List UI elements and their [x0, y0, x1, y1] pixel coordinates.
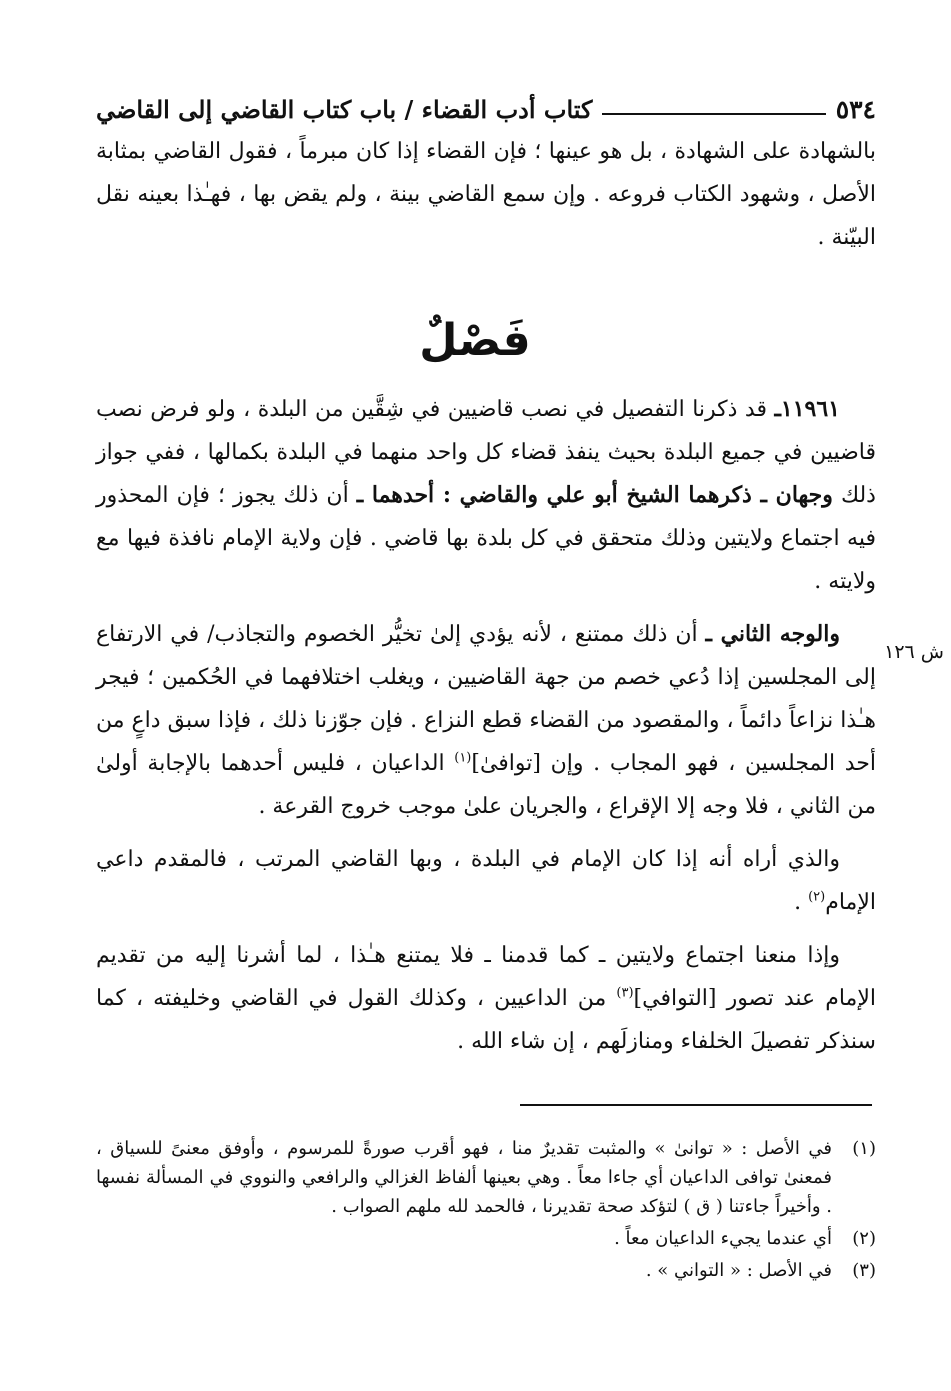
- running-header: [96, 84, 876, 124]
- footnote-ref-2[interactable]: (٢): [808, 889, 826, 905]
- paragraph-bold-text: وجهان ـ ذكرهما الشيخ أبو علي والقاضي : أحدهما ـ: [356, 482, 833, 508]
- paragraph-second-view: [96, 613, 876, 828]
- paragraph-text: من الداعيين ، وكذلك القول في القاضي وخليفته ، كما سنذكر تفصيلَ الخلفاء ومنازلَهم ، إن شاء الله .: [96, 986, 876, 1054]
- intro-paragraph: بالشهادة على الشهادة ، بل هو عينها ؛ فإن القضاء إذا كان مبرماً ، فقول القاضي بمثابة الأصل ، وشهود الكتاب فروعه . وإن سمع القاضي بينة ، ولم يقض بها ، فهـٰذا بعينه نقل البيّنة .: [96, 139, 876, 250]
- paragraph-text: .: [794, 890, 809, 915]
- footnote-number: (٢): [852, 1228, 876, 1249]
- paragraph-text: والذي أراه أنه إذا كان الإمام في البلدة ، وبها القاضي المرتب ، فالمقدم داعي الإمام: [96, 847, 876, 915]
- footnote-number: (١): [852, 1138, 876, 1159]
- manuscript-folio-note: ش ١٢٦: [884, 641, 944, 663]
- footnote-text: أي عندما يجيء الداعيان معاً .: [614, 1228, 832, 1249]
- running-title: كتاب أدب القضاء / باب كتاب القاضي إلى القاضي: [96, 95, 593, 124]
- paragraph-text: أن ذلك ممتنع ، لأنه يؤدي إلىٰ تخيُّر الخصوم والتجاذب/ في الارتفاع إلى المجلسين إذا دُعي خصم من جهة القاضيين ، ويغلب اختلافهما في الحُكمين ؛ فيجر هـٰذا نزاعاً دائماً ، والمقصود من القضاء قطع النزاع . فإن جوّزنا ذلك ، فإذا سبق داعٍ من أحد المجلسين ، فهو المجاب . وإن [توافىٰ]: [96, 622, 876, 776]
- paragraph-text: الداعيان ، فليس أحدهما بالإجابة أولىٰ من الثاني ، فلا وجه إلا الإقراع ، والجريان علىٰ موجب خروج القرعة .: [96, 751, 876, 819]
- paragraph-text: أن ذلك يجوز ؛ فإن المحذور فيه اجتماع ولايتين وذلك متحقق في كل بلدة بها قاضي . فإن ولاية الإمام نافذة فيها مع ولايته .: [96, 483, 876, 594]
- header-rule: [602, 113, 825, 115]
- footnote-3: [96, 1256, 876, 1285]
- paragraph-number: ١١٩٦١ـ: [774, 396, 840, 422]
- footnotes: [96, 1134, 876, 1288]
- paragraph-text: قد ذكرنا التفصيل في نصب قاضيين في شِقَّين من البلدة ، ولو فرض نصب قاضيين في جميع البلدة بحيث ينفذ قضاء كل واحد منهما في البلدة بكمالها ، ففي جواز ذلك: [96, 397, 876, 508]
- footnote-text: في الأصل : « التواني » .: [645, 1260, 832, 1281]
- paragraph-11961: [96, 388, 876, 603]
- intro-text: [96, 130, 876, 259]
- page-number: ٥٣٤: [835, 95, 876, 124]
- footnote-text: في الأصل : « توانىٰ » والمثبت تقديرٌ منا ، فهو أقرب صورةً للمرسوم ، وأوفق معنىً للسياق ، فمعنىٰ توافى الداعيان أي جاءا معاً . وهي بعينها ألفاظ الغزالي والرافعي والنووي في المسألة نفسها . وأخيراً جاءتنا ( ق ) لتؤكد صحة تقديرنا ، فالحمد لله ملهم الصواب .: [96, 1138, 832, 1217]
- footnote-2: [96, 1224, 876, 1253]
- footnote-1: [96, 1134, 876, 1221]
- section-heading: فَصْلٌ: [419, 315, 531, 366]
- paragraph-bold-text: والوجه الثاني ـ: [705, 621, 840, 647]
- footnote-number: (٣): [852, 1260, 876, 1281]
- paragraph-two-wilayas: [96, 934, 876, 1063]
- section-heading-ornament: [400, 308, 550, 378]
- footnote-ref-3[interactable]: (٣): [616, 985, 634, 1001]
- paragraph-imam-view: [96, 838, 876, 924]
- footnote-ref-1[interactable]: (١): [454, 750, 472, 766]
- main-text: [96, 388, 876, 1063]
- footnote-rule: [520, 1104, 872, 1106]
- paragraph-text: وإذا منعنا اجتماع ولايتين ـ كما قدمنا ـ فلا يمتنع هـٰذا ، لما أشرنا إليه من تقديم الإمام عند تصور [التوافي]: [96, 943, 876, 1011]
